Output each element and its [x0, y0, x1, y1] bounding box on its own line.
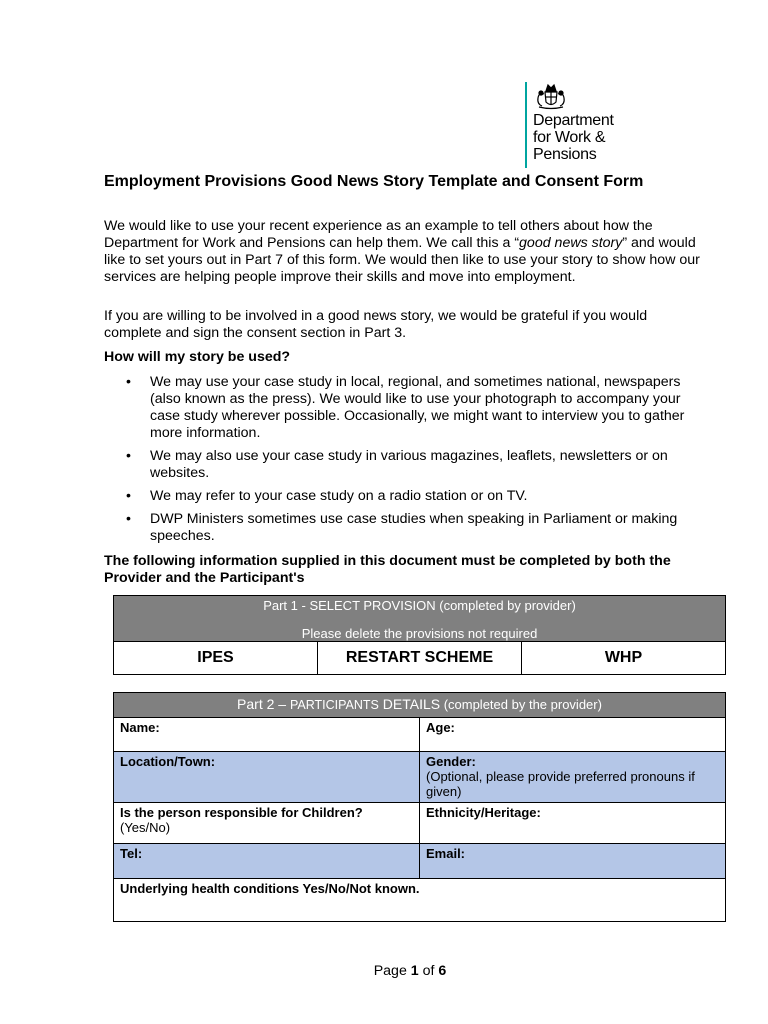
tel-field[interactable]	[114, 844, 420, 878]
table-row	[114, 717, 725, 751]
logo-line-3: Pensions	[533, 146, 597, 163]
email-label: Email:	[426, 846, 466, 861]
bullet-icon: •	[126, 511, 131, 527]
table-row	[114, 802, 725, 843]
name-label: Name:	[120, 720, 160, 735]
health-conditions-field[interactable]	[114, 879, 725, 921]
how-used-heading: How will my story be used?	[104, 349, 291, 365]
of-label: of	[418, 963, 439, 979]
gender-note: (Optional, please provide preferred pronouns if given)	[426, 769, 695, 799]
bullet-icon: •	[126, 488, 131, 504]
part2-title-suffix: (completed by the provider)	[440, 697, 602, 712]
part1-title-main: SELECT PROVISION	[309, 598, 436, 613]
logo-line-1: Department	[533, 112, 614, 129]
logo-text	[533, 112, 614, 163]
dwp-logo	[525, 82, 645, 168]
provision-options-row	[114, 641, 725, 674]
name-field[interactable]	[114, 718, 420, 751]
list-item	[104, 448, 704, 482]
part1-header	[114, 596, 725, 641]
age-label: Age:	[426, 720, 455, 735]
completion-instruction: The following information supplied in this document must be completed by both the Provider and the Participant's	[104, 553, 671, 586]
intro-text-a: We would like to use your recent experience as an example to tell others about how the Department for Work and Pensions can help them. We call this a “	[104, 218, 653, 251]
page-footer	[0, 963, 768, 979]
children-field[interactable]	[114, 803, 420, 843]
bullet-text: DWP Ministers sometimes use case studies when speaking in Parliament or making speeches.	[150, 511, 678, 544]
list-item	[104, 488, 704, 505]
intro-paragraph-2: If you are willing to be involved in a good news story, we would be grateful if you would complete and sign the consent section in Part 3.	[104, 308, 648, 341]
location-label: Location/Town:	[120, 754, 216, 769]
part2-title-caps: PARTICIPANTS	[289, 698, 379, 712]
gender-field[interactable]	[420, 752, 725, 802]
bullet-icon: •	[126, 374, 131, 390]
bullet-text: We may refer to your case study on a radio station or on TV.	[150, 488, 528, 504]
logo-line-2: for Work &	[533, 129, 606, 146]
health-label: Underlying health conditions Yes/No/Not known.	[120, 881, 420, 896]
bullet-text: We may also use your case study in various magazines, leaflets, newsletters or on websites.	[150, 448, 668, 481]
list-item	[104, 374, 704, 442]
gender-label: Gender:	[426, 754, 476, 769]
email-field[interactable]	[420, 844, 725, 878]
logo-accent-bar	[525, 82, 527, 168]
usage-bullet-list	[104, 374, 704, 551]
age-field[interactable]	[420, 718, 725, 751]
provision-option-restart-scheme[interactable]: RESTART SCHEME	[317, 642, 521, 674]
document-title: Employment Provisions Good News Story Template and Consent Form	[104, 173, 644, 190]
bullet-text: We may use your case study in local, regional, and sometimes national, newspapers (also known as the press). We would like to use your photograph to accompany your case study wherever possible. Occasionally, we might want to interview you to gather more information.	[150, 374, 685, 441]
part1-title-suffix: (completed by provider)	[435, 598, 576, 613]
bullet-icon: •	[126, 448, 131, 464]
part2-participant-details-table	[113, 692, 726, 922]
part2-header	[114, 693, 725, 717]
page-number: 1	[410, 963, 419, 979]
list-item	[104, 511, 704, 545]
page-label: Page	[373, 963, 411, 979]
royal-crest-icon	[534, 82, 568, 110]
table-row	[114, 878, 725, 921]
part1-select-provision-table	[113, 595, 726, 675]
part2-title-main: DETAILS	[378, 696, 441, 712]
good-news-story-term: good news story	[519, 235, 623, 251]
location-field[interactable]	[114, 752, 420, 802]
children-note: (Yes/No)	[120, 820, 171, 835]
table-row	[114, 843, 725, 878]
intro-text-b: ” and would like to set yours out in Part 7 of this form. We would then like to use your story to show how our services are helping people improve their skills and move into employment.	[104, 235, 700, 285]
part1-title-prefix: Part 1 -	[263, 598, 310, 613]
ethnicity-label: Ethnicity/Heritage:	[426, 805, 541, 820]
provision-option-ipes[interactable]: IPES	[197, 649, 234, 666]
page-total: 6	[438, 963, 447, 979]
ethnicity-field[interactable]	[420, 803, 725, 843]
intro-paragraph-1	[104, 218, 704, 286]
table-row	[114, 751, 725, 802]
part2-title-prefix: Part 2 –	[237, 696, 290, 712]
provision-option-whp[interactable]: WHP	[521, 642, 725, 674]
tel-label: Tel:	[120, 846, 143, 861]
part1-subtitle: Please delete the provisions not required	[301, 626, 538, 641]
children-label: Is the person responsible for Children?	[120, 805, 363, 820]
